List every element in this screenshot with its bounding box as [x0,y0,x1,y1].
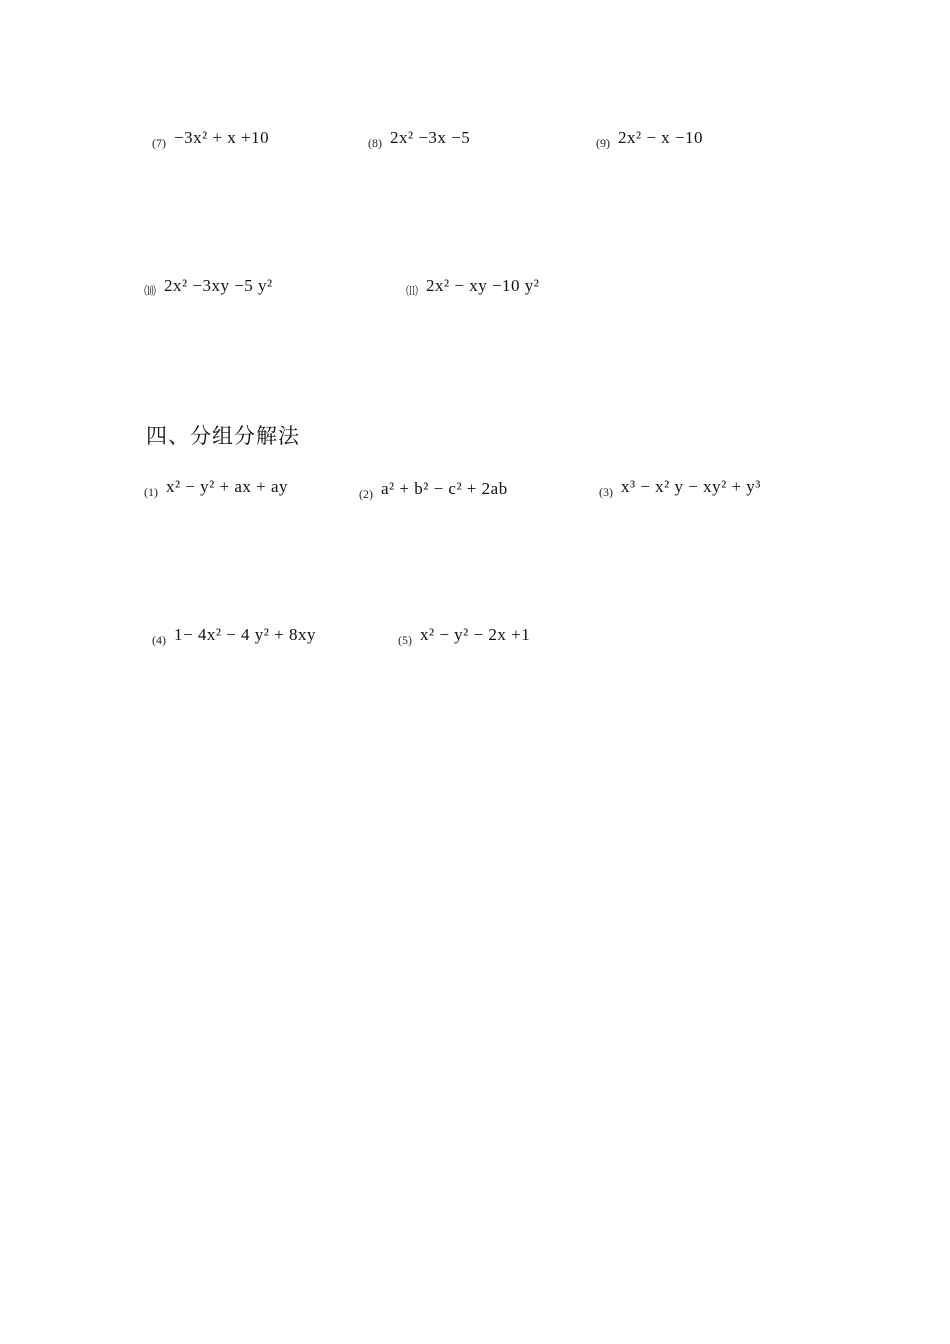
problem-number: (8) [368,136,382,150]
problem-expression: x³ − x² y − xy² + y³ [621,477,761,496]
problem-expression: 2x² −3x −5 [390,128,471,147]
problem-number: (3) [599,485,613,499]
problem-number: ⑾ [406,284,419,298]
problem-number: (1) [144,485,158,499]
problem-expression: 2x² − xy −10 y² [426,276,540,295]
problem-expression: −3x² + x +10 [174,128,270,147]
problem-8 [368,128,470,151]
problem-number: (2) [359,487,373,501]
problem-9 [596,128,703,151]
problem-number: ⑽ [144,284,157,298]
problem-number: (4) [152,633,166,647]
problem-2 [359,479,508,502]
problem-expression: x² − y² − 2x +1 [420,625,531,644]
problem-1 [144,477,288,500]
problem-7 [152,128,269,151]
problem-3 [599,477,761,500]
problem-expression: 2x² − x −10 [618,128,704,147]
problem-expression: 1− 4x² − 4 y² + 8xy [174,625,316,644]
problem-5 [398,625,530,648]
problem-number: (5) [398,633,412,647]
problem-11 [406,276,539,299]
problem-expression: a² + b² − c² + 2ab [381,479,508,498]
problem-4 [152,625,316,648]
problem-number: (9) [596,136,610,150]
problem-number: (7) [152,136,166,150]
problem-10 [144,276,273,299]
problem-expression: x² − y² + ax + ay [166,477,289,496]
section-heading: 四、分组分解法 [146,424,300,448]
problem-expression: 2x² −3xy −5 y² [164,276,273,295]
